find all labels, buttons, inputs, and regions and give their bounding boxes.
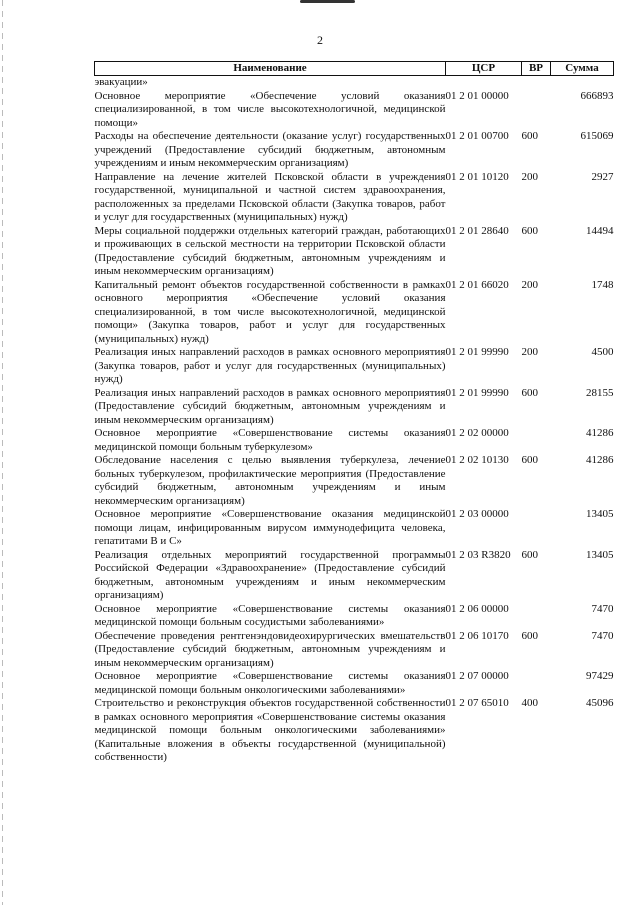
row-vr: 600 xyxy=(521,548,538,561)
row-name: Реализация иных направлений расходов в рамках основного мероприятия (Закупка товаров, работ и услуг для государственных (муниципальных) нужд) xyxy=(94,346,446,385)
row-vr xyxy=(522,508,551,549)
table-row xyxy=(95,130,614,171)
row-code xyxy=(446,76,522,90)
table-row xyxy=(95,427,614,454)
row-code: 01 2 01 00000 xyxy=(445,89,509,102)
row-code: 01 2 01 10120 xyxy=(445,170,509,183)
row-sum: 2927 xyxy=(591,170,614,183)
row-name: Основное мероприятие «Совершенствование системы оказания медицинской помощи больным сосудистыми заболеваниями» xyxy=(94,602,446,628)
row-name: Основное мероприятие «Совершенствование системы оказания медицинской помощи больным туберкулезом» xyxy=(94,427,446,453)
row-vr: 600 xyxy=(521,629,538,642)
row-name: эвакуации» xyxy=(94,76,148,88)
row-name: Меры социальной поддержки отдельных категорий граждан, работающих и проживающих в сельской местности на территории Псковской области (Предоставление субсидий бюджетным, автономным учреждениям и иным некоммерческим организациям) xyxy=(94,224,446,277)
row-vr xyxy=(522,90,551,131)
table-body xyxy=(95,76,614,765)
page-number: 2 xyxy=(317,33,323,47)
header-vr: ВР xyxy=(522,62,551,76)
row-code: 01 2 02 00000 xyxy=(445,427,509,439)
scan-staple-mark xyxy=(300,0,355,3)
row-sum: 4500 xyxy=(591,346,614,358)
table-row xyxy=(95,670,614,697)
row-name: Реализация иных направлений расходов в рамках основного мероприятия (Предоставление субсидий бюджетным, автономным учреждениям и иным некоммерческим организациям) xyxy=(94,386,446,426)
row-name: Направление на лечение жителей Псковской области в учреждения государственной, муниципальной и частной систем здравоохранения, расположенных за пределами Псковской области (Закупка товаров, работ и услуг для государственных (муниципальных) нужд) xyxy=(94,170,446,223)
row-sum: 45096 xyxy=(586,697,614,709)
row-code: 01 2 07 65010 xyxy=(445,697,509,709)
row-sum: 666893 xyxy=(580,89,614,102)
row-name: Обеспечение проведения рентгенэндовидеохирургических вмешательств (Предоставление субсидий бюджетным, автономным учреждениям и иным некоммерческим организациям) xyxy=(94,629,446,669)
row-code: 01 2 06 10170 xyxy=(445,629,509,642)
table-row xyxy=(95,171,614,225)
table-row xyxy=(95,454,614,508)
row-vr xyxy=(522,427,551,454)
table-row xyxy=(95,603,614,630)
table-row xyxy=(95,279,614,347)
row-name: Основное мероприятие «Обеспечение условий оказания специализированной, в том числе высокотехнологичной, медицинской помощи» xyxy=(94,89,446,129)
header-code: ЦСР xyxy=(446,62,522,76)
table-row xyxy=(95,387,614,428)
row-sum: 7470 xyxy=(591,602,614,615)
table-row xyxy=(95,346,614,387)
row-code: 01 2 07 00000 xyxy=(445,670,509,682)
row-name: Строительство и реконструкция объектов государственной собственности в рамках основного мероприятия «Совершенствование системы оказания медицинской помощи больным онкологическими заболеваниями» (Капитальные вложения в объекты государственной (муниципальной) собственности) xyxy=(94,697,446,763)
header-name: Наименование xyxy=(95,62,446,76)
scan-edge xyxy=(2,0,3,905)
row-code: 01 2 06 00000 xyxy=(445,602,509,615)
row-sum: 1748 xyxy=(591,278,614,291)
row-name: Расходы на обеспечение деятельности (оказание услуг) государственных учреждений (Предоставление субсидий бюджетным, автономным учреждениям и иным некоммерческим организациям) xyxy=(94,130,446,169)
row-code: 01 2 01 66020 xyxy=(445,278,509,291)
header-sum: Сумма xyxy=(551,62,614,76)
row-vr xyxy=(522,670,551,697)
row-name: Основное мероприятие «Совершенствование оказания медицинской помощи лицам, инфицированным вирусом иммунодефицита человека, гепатитами B и C» xyxy=(94,508,446,547)
row-name: Основное мероприятие «Совершенствование системы оказания медицинской помощи больным онкологическими заболеваниями» xyxy=(94,670,446,696)
row-name: Капитальный ремонт объектов государственной собственности в рамках основного мероприятия «Обеспечение условий оказания специализированной, в том числе высокотехнологичной, медицинской помощи» (Закупка товаров, работ и услуг для государственных (муниципальных) нужд) xyxy=(94,278,446,345)
table-row xyxy=(95,549,614,603)
row-code: 01 2 02 10130 xyxy=(445,454,509,466)
table-header xyxy=(95,62,614,76)
row-code: 01 2 01 00700 xyxy=(445,130,509,142)
row-sum: 41286 xyxy=(586,454,614,466)
row-sum xyxy=(551,76,614,90)
row-code: 01 2 01 28640 xyxy=(445,224,509,237)
row-vr: 400 xyxy=(521,697,538,709)
row-sum: 615069 xyxy=(580,130,614,142)
row-sum: 13405 xyxy=(586,548,614,561)
budget-table xyxy=(94,61,614,765)
row-sum: 97429 xyxy=(586,670,614,682)
row-code: 01 2 03 R3820 xyxy=(445,548,511,561)
row-vr: 200 xyxy=(521,278,538,291)
row-vr: 200 xyxy=(521,170,538,183)
row-name: Обследование населения с целью выявления туберкулеза, лечение больных туберкулезом, профилактические мероприятия (Предоставление субсидий бюджетным, автономным учреждениям и иным некоммерческим организациям) xyxy=(94,454,446,507)
row-name: Реализация отдельных мероприятий государственной программы Российской Федерации «Здравоохранение» (Предоставление субсидий бюджетным, автономным учреждениям и иным некоммерческим организациям) xyxy=(94,548,446,601)
row-sum: 13405 xyxy=(586,508,614,520)
row-vr: 600 xyxy=(521,224,538,237)
table-row xyxy=(95,225,614,279)
row-vr xyxy=(522,603,551,630)
table-row xyxy=(95,76,614,90)
row-sum: 28155 xyxy=(586,386,614,399)
table-row xyxy=(95,697,614,765)
row-sum: 41286 xyxy=(586,427,614,439)
row-vr: 600 xyxy=(521,130,538,142)
row-code: 01 2 01 99990 xyxy=(445,346,509,358)
row-sum: 14494 xyxy=(586,224,614,237)
row-sum: 7470 xyxy=(591,629,614,642)
row-vr: 600 xyxy=(521,386,538,399)
table-row xyxy=(95,90,614,131)
row-vr: 200 xyxy=(521,346,538,358)
row-vr: 600 xyxy=(521,454,538,466)
table-row xyxy=(95,508,614,549)
row-code: 01 2 03 00000 xyxy=(445,508,509,520)
table-row xyxy=(95,630,614,671)
row-vr xyxy=(522,76,551,90)
row-code: 01 2 01 99990 xyxy=(445,386,509,399)
